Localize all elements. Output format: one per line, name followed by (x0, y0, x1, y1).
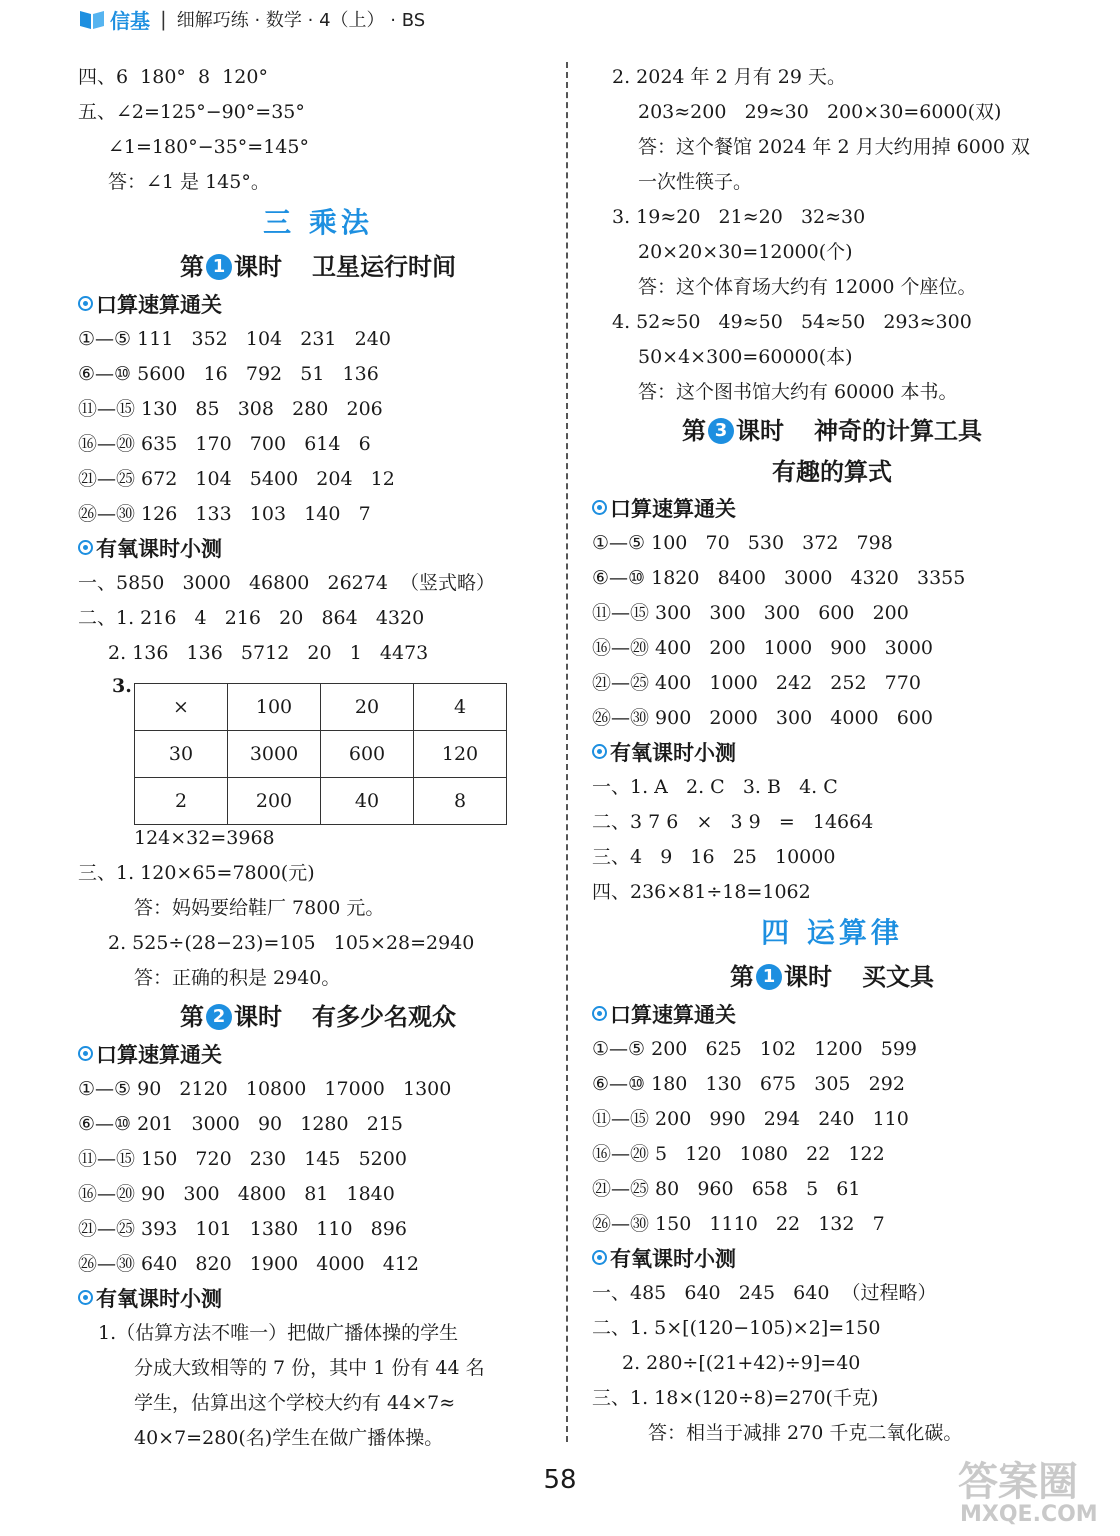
section-label: 有氧课时小测 (96, 1287, 222, 1311)
lesson-title (78, 996, 558, 1038)
section-heading (592, 736, 1072, 770)
answer-line: ①—⑤ 100 70 530 372 798 (592, 532, 893, 554)
answer-line: 答：正确的积是 2940。 (134, 967, 341, 989)
table-cell: 200 (228, 778, 321, 825)
answer-line: ∠1=180°−35°=145° (108, 136, 309, 158)
chapter-title: 四 运算律 (761, 916, 903, 949)
answer-line: 2. 136 136 5712 20 1 4473 (108, 642, 429, 664)
section-label: 口算速算通关 (96, 1043, 222, 1067)
page-number: 58 (543, 1465, 577, 1495)
answer-line: 二、3 7 6 × 3 9 = 14664 (592, 811, 874, 833)
lesson-suffix: 课时 (234, 1003, 282, 1031)
answer-line: 124×32=3968 (134, 827, 275, 849)
answer-line: 二、1. 216 4 216 20 864 4320 (78, 607, 425, 629)
site-watermark (952, 1446, 1112, 1532)
lesson-suffix: 课时 (234, 253, 282, 281)
book-title: 细解巧练 · 数学 · 4（上） · BS (176, 10, 426, 31)
answer-line: 2. 2024 年 2 月有 29 天。 (612, 66, 846, 88)
answer-line: ⑥—⑩ 1820 8400 3000 4320 3355 (592, 567, 966, 589)
section-label: 有氧课时小测 (610, 741, 736, 765)
answer-line: ⑯—⑳ 635 170 700 614 6 (78, 433, 371, 455)
section-heading (592, 1242, 1072, 1276)
multiplication-table-block (78, 671, 558, 821)
lesson-prefix: 第 (730, 963, 754, 991)
answer-line: ⑥—⑩ 180 130 675 305 292 (592, 1073, 905, 1095)
section-heading (78, 1038, 558, 1072)
answer-line: ⑯—⑳ 400 200 1000 900 3000 (592, 637, 934, 659)
answer-line: 203≈200 29≈30 200×30=6000(双) (638, 101, 1002, 123)
lesson-prefix: 第 (180, 1003, 204, 1031)
answer-line: 2. 525÷(28−23)=105 105×28=2940 (108, 932, 475, 954)
answer-line: ⑥—⑩ 5600 16 792 51 136 (78, 363, 379, 385)
answer-line: 一、1. A 2. C 3. B 4. C (592, 776, 838, 798)
answer-line: 答：妈妈要给鞋厂 7800 元。 (134, 897, 385, 919)
answer-line: ⑯—⑳ 90 300 4800 81 1840 (78, 1183, 395, 1205)
answer-line: 4. 52≈50 49≈50 54≈50 293≈300 (612, 311, 972, 333)
lesson-name: 神奇的计算工具 (814, 417, 982, 445)
lesson-number: 1 (206, 254, 232, 280)
answer-line: ①—⑤ 90 2120 10800 17000 1300 (78, 1078, 452, 1100)
answer-line: 答：这个体育场大约有 12000 个座位。 (638, 276, 977, 298)
answer-line: 学生，估算出这个学校大约有 44×7≈ (134, 1392, 456, 1414)
right-column (592, 60, 1072, 1451)
section-heading (592, 998, 1072, 1032)
answer-line: ㉑—㉕ 672 104 5400 204 12 (78, 468, 395, 490)
header-separator: | (160, 7, 167, 31)
answer-line: ⑥—⑩ 201 3000 90 1280 215 (78, 1113, 403, 1135)
lesson-title (78, 246, 558, 288)
table-cell: 2 (135, 778, 228, 825)
lesson-number: 2 (206, 1004, 232, 1030)
answer-line: ㉖—㉚ 640 820 1900 4000 412 (78, 1253, 420, 1275)
lesson-suffix: 课时 (736, 417, 784, 445)
brand-name: 信基 (110, 8, 150, 33)
book-icon (78, 7, 106, 31)
target-icon (78, 1290, 93, 1305)
chapter-title: 三 乘法 (263, 206, 373, 239)
answer-line: 四、236×81÷18=1062 (592, 881, 811, 903)
target-icon (592, 1250, 607, 1265)
answer-line: 四、6 180° 8 120° (78, 66, 268, 88)
answer-line: ①—⑤ 111 352 104 231 240 (78, 328, 391, 350)
answer-line: 答：∠1 是 145°。 (108, 171, 270, 193)
answer-line: 三、1. 120×65=7800(元) (78, 862, 315, 884)
answer-line: 一、485 640 245 640 （过程略） (592, 1282, 937, 1304)
answer-line: 答：相当于减排 270 千克二氧化碳。 (648, 1422, 963, 1444)
answer-line: 分成大致相等的 7 份，其中 1 份有 44 名 (134, 1357, 485, 1379)
target-icon (592, 744, 607, 759)
answer-line: ⑪—⑮ 200 990 294 240 110 (592, 1108, 909, 1130)
answer-line: 40×7=280(名)学生在做广播体操。 (134, 1427, 444, 1449)
answer-line: ㉖—㉚ 150 1110 22 132 7 (592, 1213, 885, 1235)
lesson-prefix: 第 (180, 253, 204, 281)
watermark-bottom: MXQE.COM (960, 1502, 1098, 1527)
table-cell: 120 (414, 731, 507, 778)
target-icon (592, 500, 607, 515)
lesson-subtitle: 有趣的算式 (772, 458, 892, 486)
target-icon (78, 296, 93, 311)
answer-line: ⑯—⑳ 5 120 1080 22 122 (592, 1143, 885, 1165)
answer-line: ㉖—㉚ 126 133 103 140 7 (78, 503, 371, 525)
answer-line: 三、1. 18×(120÷8)=270(千克) (592, 1387, 879, 1409)
column-divider (566, 62, 568, 1442)
table-cell: 20 (321, 684, 414, 731)
table-cell: 40 (321, 778, 414, 825)
lesson-number: 1 (756, 964, 782, 990)
answer-line: 1.（估算方法不唯一）把做广播体操的学生 (98, 1322, 459, 1344)
left-column (78, 60, 558, 1456)
section-label: 有氧课时小测 (96, 537, 222, 561)
brand-logo (78, 5, 150, 34)
answer-line: 50×4×300=60000(本) (638, 346, 853, 368)
section-label: 口算速算通关 (610, 497, 736, 521)
table-cell: 8 (414, 778, 507, 825)
lesson-name: 有多少名观众 (312, 1003, 456, 1031)
question-number: 3. (112, 675, 132, 697)
table-cell: 30 (135, 731, 228, 778)
section-label: 口算速算通关 (610, 1003, 736, 1027)
section-label: 口算速算通关 (96, 293, 222, 317)
answer-line: ㉑—㉕ 80 960 658 5 61 (592, 1178, 861, 1200)
answer-line: ㉖—㉚ 900 2000 300 4000 600 (592, 707, 934, 729)
table-cell: 4 (414, 684, 507, 731)
table-cell: × (135, 684, 228, 731)
answer-line: 2. 280÷[(21+42)÷9]=40 (622, 1352, 861, 1374)
answer-line: 二、1. 5×[(120−105)×2]=150 (592, 1317, 881, 1339)
section-heading (78, 288, 558, 322)
table-cell: 600 (321, 731, 414, 778)
target-icon (592, 1006, 607, 1021)
lesson-title (592, 956, 1072, 998)
table-cell: 100 (228, 684, 321, 731)
watermark-top: 答案圈 (958, 1459, 1078, 1505)
lesson-number: 3 (708, 418, 734, 444)
target-icon (78, 540, 93, 555)
section-label: 有氧课时小测 (610, 1247, 736, 1271)
lesson-prefix: 第 (682, 417, 706, 445)
answer-line: ㉑—㉕ 400 1000 242 252 770 (592, 672, 921, 694)
answer-line: 3. 19≈20 21≈20 32≈30 (612, 206, 866, 228)
page-header (78, 6, 425, 32)
lesson-name: 买文具 (862, 963, 934, 991)
answer-line: ⑪—⑮ 150 720 230 145 5200 (78, 1148, 407, 1170)
section-heading (78, 532, 558, 566)
answer-line: ①—⑤ 200 625 102 1200 599 (592, 1038, 917, 1060)
answer-line: 五、∠2=125°−90°=35° (78, 101, 305, 123)
answer-line: ⑪—⑮ 130 85 308 280 206 (78, 398, 383, 420)
table-cell: 3000 (228, 731, 321, 778)
answer-line: 20×20×30=12000(个) (638, 241, 853, 263)
answer-line: ⑪—⑮ 300 300 300 600 200 (592, 602, 909, 624)
lesson-name: 卫星运行时间 (312, 253, 456, 281)
answer-line: 答：这个图书馆大约有 60000 本书。 (638, 381, 958, 403)
lesson-suffix: 课时 (784, 963, 832, 991)
answer-line: ㉑—㉕ 393 101 1380 110 896 (78, 1218, 407, 1240)
lesson-title (592, 410, 1072, 452)
answer-line: 三、4 9 16 25 10000 (592, 846, 836, 868)
section-heading (78, 1282, 558, 1316)
target-icon (78, 1046, 93, 1061)
answer-line: 一、5850 3000 46800 26274 （竖式略） (78, 572, 496, 594)
answer-line: 一次性筷子。 (638, 171, 753, 193)
section-heading (592, 492, 1072, 526)
multiplication-table (134, 683, 507, 825)
answer-line: 答：这个餐馆 2024 年 2 月大约用掉 6000 双 (638, 136, 1031, 158)
